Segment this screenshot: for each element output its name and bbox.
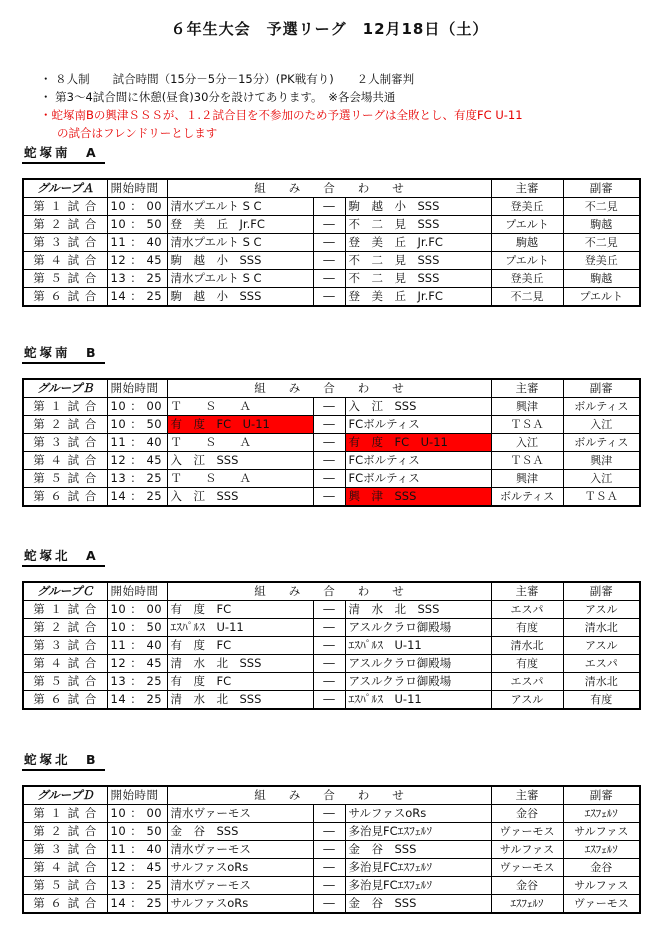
away-team: 登 美 丘 Jr.FC [345, 288, 491, 307]
main-referee: 有度 [491, 619, 563, 637]
group-label: グループＡ [23, 179, 107, 198]
match-number: 第 １ 試 合 [23, 398, 107, 416]
sub-referee: 入江 [563, 470, 640, 488]
home-team: 清水ヴァーモス [167, 805, 313, 823]
sub-referee: 不二見 [563, 198, 640, 216]
away-team: 入 江 SSS [345, 398, 491, 416]
table-row [23, 619, 640, 637]
versus-dash: ― [313, 673, 345, 691]
home-team: 有 度 FC [167, 637, 313, 655]
sub-referee: 入江 [563, 416, 640, 434]
header-sub-referee: 副審 [563, 179, 640, 198]
home-team: 駒 越 小 SSS [167, 288, 313, 307]
main-referee: 登美丘 [491, 198, 563, 216]
table-header-row [23, 786, 640, 805]
table-header-row [23, 179, 640, 198]
sub-referee: アスル [563, 637, 640, 655]
header-matchup: 組 み 合 わ せ [167, 379, 491, 398]
away-team: アスルクラロ御殿場 [345, 619, 491, 637]
main-referee: ヴァーモス [491, 823, 563, 841]
sub-referee: 有度 [563, 691, 640, 710]
table-row [23, 270, 640, 288]
away-team: 金 谷 SSS [345, 841, 491, 859]
table-row [23, 434, 640, 452]
versus-dash: ― [313, 252, 345, 270]
group-table [22, 581, 641, 710]
table-row [23, 601, 640, 619]
table-row [23, 288, 640, 307]
table-header-row [23, 582, 640, 601]
versus-dash: ― [313, 270, 345, 288]
match-number: 第 ５ 試 合 [23, 270, 107, 288]
away-team: アスルクラロ御殿場 [345, 655, 491, 673]
match-number: 第 ５ 試 合 [23, 673, 107, 691]
header-sub-referee: 副審 [563, 582, 640, 601]
home-team: 清 水 北 SSS [167, 691, 313, 710]
away-team: 清 水 北 SSS [345, 601, 491, 619]
main-referee: ＴＳＡ [491, 416, 563, 434]
section-title: 蛇塚南 A [22, 143, 105, 164]
table-row [23, 216, 640, 234]
header-start-time: 開始時間 [107, 379, 167, 398]
table-row [23, 234, 640, 252]
away-team: 不 二 見 SSS [345, 270, 491, 288]
versus-dash: ― [313, 619, 345, 637]
home-team: 清水ヴァーモス [167, 841, 313, 859]
away-team: FCボルティス [345, 452, 491, 470]
away-team: サルファスoRs [345, 805, 491, 823]
match-number: 第 ６ 試 合 [23, 691, 107, 710]
match-number: 第 ６ 試 合 [23, 288, 107, 307]
sub-referee: プエルト [563, 288, 640, 307]
header-matchup: 組 み 合 わ せ [167, 179, 491, 198]
notes [40, 70, 523, 142]
versus-dash: ― [313, 859, 345, 877]
main-referee: プエルト [491, 216, 563, 234]
versus-dash: ― [313, 416, 345, 434]
main-referee: エスパ [491, 601, 563, 619]
away-team: 登 美 丘 Jr.FC [345, 234, 491, 252]
note-line: ・ ８人制 試合時間（15分－5分－15分）(PK戦有り) ２人制審判 [40, 72, 415, 86]
versus-dash: ― [313, 841, 345, 859]
header-main-referee: 主審 [491, 582, 563, 601]
group-label: グループＤ [23, 786, 107, 805]
sub-referee: アスル [563, 601, 640, 619]
sub-referee: サルファス [563, 823, 640, 841]
sub-referee: ｴｽﾌｪﾙｿ [563, 841, 640, 859]
header-start-time: 開始時間 [107, 786, 167, 805]
versus-dash: ― [313, 198, 345, 216]
match-time: 10 ： 00 [107, 198, 167, 216]
home-team: Ｔ Ｓ Ａ [167, 470, 313, 488]
main-referee: プエルト [491, 252, 563, 270]
match-time: 14 ： 25 [107, 488, 167, 507]
home-team: 清水プエルト S C [167, 234, 313, 252]
match-number: 第 １ 試 合 [23, 198, 107, 216]
versus-dash: ― [313, 601, 345, 619]
match-number: 第 ４ 試 合 [23, 655, 107, 673]
table-row [23, 859, 640, 877]
sub-referee: ｴｽﾌｪﾙｿ [563, 805, 640, 823]
away-team: ｴｽﾊﾟﾙｽ U-11 [345, 637, 491, 655]
table-row [23, 416, 640, 434]
sub-referee: エスパ [563, 655, 640, 673]
match-number: 第 ３ 試 合 [23, 637, 107, 655]
sub-referee: 不二見 [563, 234, 640, 252]
match-number: 第 ２ 試 合 [23, 823, 107, 841]
home-team: 有 度 FC U-11 [167, 416, 313, 434]
versus-dash: ― [313, 637, 345, 655]
main-referee: 金谷 [491, 805, 563, 823]
main-referee: 有度 [491, 655, 563, 673]
header-matchup: 組 み 合 わ せ [167, 786, 491, 805]
group-label: グループＢ [23, 379, 107, 398]
match-time: 11 ： 40 [107, 234, 167, 252]
note-line-red: の試合はフレンドリーとします [57, 126, 218, 140]
main-referee: ヴァーモス [491, 859, 563, 877]
match-time: 11 ： 40 [107, 637, 167, 655]
header-main-referee: 主審 [491, 379, 563, 398]
group-table [22, 178, 641, 307]
header-sub-referee: 副審 [563, 786, 640, 805]
match-time: 10 ： 00 [107, 805, 167, 823]
versus-dash: ― [313, 452, 345, 470]
main-referee: サルファス [491, 841, 563, 859]
match-number: 第 １ 試 合 [23, 601, 107, 619]
away-team: 多治見FCｴｽﾌｪﾙｿ [345, 823, 491, 841]
match-time: 10 ： 50 [107, 619, 167, 637]
match-number: 第 ４ 試 合 [23, 859, 107, 877]
match-number: 第 ３ 試 合 [23, 234, 107, 252]
away-team: 不 二 見 SSS [345, 216, 491, 234]
sub-referee: 登美丘 [563, 252, 640, 270]
home-team: 有 度 FC [167, 601, 313, 619]
main-referee: ＴＳＡ [491, 452, 563, 470]
versus-dash: ― [313, 655, 345, 673]
home-team: 清 水 北 SSS [167, 655, 313, 673]
group-label: グループＣ [23, 582, 107, 601]
table-row [23, 398, 640, 416]
home-team: 駒 越 小 SSS [167, 252, 313, 270]
match-time: 12 ： 45 [107, 252, 167, 270]
main-referee: 興津 [491, 398, 563, 416]
match-number: 第 １ 試 合 [23, 805, 107, 823]
match-time: 11 ： 40 [107, 434, 167, 452]
page-title: ６年生大会 予選リーグ 12月18日（土） [170, 20, 489, 38]
match-number: 第 ２ 試 合 [23, 416, 107, 434]
match-time: 13 ： 25 [107, 673, 167, 691]
match-time: 12 ： 45 [107, 859, 167, 877]
match-number: 第 ６ 試 合 [23, 488, 107, 507]
table-row [23, 252, 640, 270]
table-header-row [23, 379, 640, 398]
versus-dash: ― [313, 877, 345, 895]
match-time: 12 ： 45 [107, 452, 167, 470]
match-time: 10 ： 00 [107, 601, 167, 619]
header-main-referee: 主審 [491, 786, 563, 805]
home-team: Ｔ Ｓ Ａ [167, 398, 313, 416]
table-row [23, 655, 640, 673]
versus-dash: ― [313, 434, 345, 452]
versus-dash: ― [313, 823, 345, 841]
match-time: 13 ： 25 [107, 470, 167, 488]
main-referee: アスル [491, 691, 563, 710]
home-team: 登 美 丘 Jr.FC [167, 216, 313, 234]
home-team: 入 江 SSS [167, 488, 313, 507]
table-row [23, 673, 640, 691]
match-time: 10 ： 50 [107, 823, 167, 841]
home-team: Ｔ Ｓ Ａ [167, 434, 313, 452]
match-time: 13 ： 25 [107, 877, 167, 895]
table-row [23, 877, 640, 895]
main-referee: エスパ [491, 673, 563, 691]
match-number: 第 ４ 試 合 [23, 252, 107, 270]
table-row [23, 452, 640, 470]
main-referee: 不二見 [491, 288, 563, 307]
home-team: 清水ヴァーモス [167, 877, 313, 895]
versus-dash: ― [313, 398, 345, 416]
versus-dash: ― [313, 691, 345, 710]
note-line: ・ 第3～4試合間に休憩(昼食)30分を設けてあります。 ※各会場共通 [40, 90, 396, 104]
sub-referee: 興津 [563, 452, 640, 470]
main-referee: 金谷 [491, 877, 563, 895]
header-matchup: 組 み 合 わ せ [167, 582, 491, 601]
home-team: 清水プエルト S C [167, 198, 313, 216]
match-number: 第 ２ 試 合 [23, 619, 107, 637]
table-row [23, 823, 640, 841]
match-time: 10 ： 50 [107, 216, 167, 234]
main-referee: 駒越 [491, 234, 563, 252]
sub-referee: ボルティス [563, 398, 640, 416]
home-team: サルファスoRs [167, 895, 313, 914]
versus-dash: ― [313, 288, 345, 307]
away-team: 不 二 見 SSS [345, 252, 491, 270]
match-number: 第 ５ 試 合 [23, 470, 107, 488]
sub-referee: 駒越 [563, 216, 640, 234]
table-row [23, 198, 640, 216]
away-team: FCボルティス [345, 470, 491, 488]
away-team: 有 度 FC U-11 [345, 434, 491, 452]
match-time: 10 ： 00 [107, 398, 167, 416]
match-number: 第 ３ 試 合 [23, 841, 107, 859]
versus-dash: ― [313, 488, 345, 507]
versus-dash: ― [313, 234, 345, 252]
table-row [23, 488, 640, 507]
header-start-time: 開始時間 [107, 179, 167, 198]
sub-referee: 金谷 [563, 859, 640, 877]
section-title: 蛇塚北 B [22, 750, 105, 771]
match-time: 14 ： 25 [107, 895, 167, 914]
table-row [23, 691, 640, 710]
match-number: 第 ２ 試 合 [23, 216, 107, 234]
versus-dash: ― [313, 805, 345, 823]
section-title: 蛇塚北 A [22, 546, 105, 567]
match-time: 11 ： 40 [107, 841, 167, 859]
away-team: 金 谷 SSS [345, 895, 491, 914]
main-referee: 清水北 [491, 637, 563, 655]
match-time: 10 ： 50 [107, 416, 167, 434]
away-team: 多治見FCｴｽﾌｪﾙｿ [345, 859, 491, 877]
away-team: 多治見FCｴｽﾌｪﾙｿ [345, 877, 491, 895]
note-line-red: ・蛇塚南Bの興津ＳＳＳが、１.２試合目を不参加のため予選リーグは全敗とし、有度FC U-11 [40, 108, 523, 122]
match-number: 第 ４ 試 合 [23, 452, 107, 470]
away-team: FCボルティス [345, 416, 491, 434]
away-team: 駒 越 小 SSS [345, 198, 491, 216]
group-table [22, 785, 641, 914]
home-team: 有 度 FC [167, 673, 313, 691]
home-team: 清水プエルト S C [167, 270, 313, 288]
sub-referee: 駒越 [563, 270, 640, 288]
sub-referee: 清水北 [563, 619, 640, 637]
sub-referee: ＴＳＡ [563, 488, 640, 507]
home-team: 入 江 SSS [167, 452, 313, 470]
section-title: 蛇塚南 B [22, 343, 105, 364]
table-row [23, 470, 640, 488]
sub-referee: ヴァーモス [563, 895, 640, 914]
away-team: アスルクラロ御殿場 [345, 673, 491, 691]
table-row [23, 895, 640, 914]
away-team: ｴｽﾊﾟﾙｽ U-11 [345, 691, 491, 710]
main-referee: ｴｽﾌｪﾙｿ [491, 895, 563, 914]
versus-dash: ― [313, 470, 345, 488]
main-referee: 登美丘 [491, 270, 563, 288]
table-row [23, 841, 640, 859]
sub-referee: 清水北 [563, 673, 640, 691]
header-start-time: 開始時間 [107, 582, 167, 601]
home-team: ｴｽﾊﾟﾙｽ U-11 [167, 619, 313, 637]
versus-dash: ― [313, 216, 345, 234]
main-referee: 入江 [491, 434, 563, 452]
table-row [23, 637, 640, 655]
main-referee: ボルティス [491, 488, 563, 507]
match-time: 12 ： 45 [107, 655, 167, 673]
match-number: 第 ６ 試 合 [23, 895, 107, 914]
sub-referee: サルファス [563, 877, 640, 895]
match-time: 14 ： 25 [107, 288, 167, 307]
group-table [22, 378, 641, 507]
table-row [23, 805, 640, 823]
match-time: 13 ： 25 [107, 270, 167, 288]
home-team: 金 谷 SSS [167, 823, 313, 841]
match-time: 14 ： 25 [107, 691, 167, 710]
sub-referee: ボルティス [563, 434, 640, 452]
match-number: 第 ５ 試 合 [23, 877, 107, 895]
header-sub-referee: 副審 [563, 379, 640, 398]
away-team: 興 津 SSS [345, 488, 491, 507]
main-referee: 興津 [491, 470, 563, 488]
versus-dash: ― [313, 895, 345, 914]
match-number: 第 ３ 試 合 [23, 434, 107, 452]
home-team: サルファスoRs [167, 859, 313, 877]
header-main-referee: 主審 [491, 179, 563, 198]
